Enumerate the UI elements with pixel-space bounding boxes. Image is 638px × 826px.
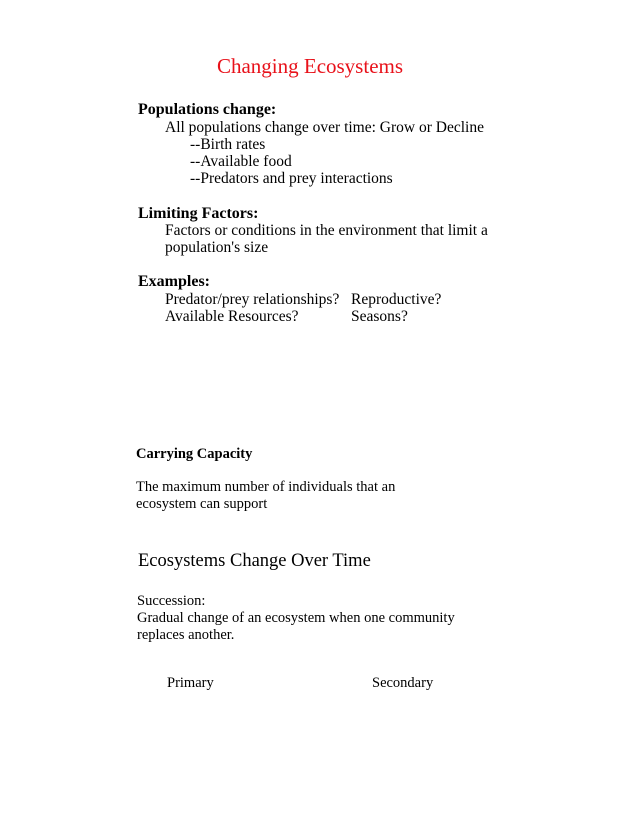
populations-line: All populations change over time: Grow or Decline: [165, 119, 484, 136]
succession-definition-line-1: Gradual change of an ecosystem when one community: [137, 610, 455, 626]
carrying-capacity-line-1: The maximum number of individuals that an: [136, 479, 396, 495]
populations-item-birth-rates: --Birth rates: [190, 136, 266, 153]
succession-type-secondary: Secondary: [372, 675, 434, 691]
example-reproductive: Reproductive?: [351, 291, 442, 308]
carrying-capacity-line-2: ecosystem can support: [136, 496, 268, 512]
example-seasons: Seasons?: [351, 308, 408, 325]
succession-definition-line-2: replaces another.: [137, 627, 235, 643]
populations-item-predators-prey: --Predators and prey interactions: [190, 170, 393, 187]
example-predator-prey: Predator/prey relationships?: [165, 291, 340, 308]
succession-type-primary: Primary: [167, 675, 214, 691]
populations-item-available-food: --Available food: [190, 153, 292, 170]
limiting-factors-line-1: Factors or conditions in the environment that limit a: [165, 222, 488, 239]
carrying-capacity-heading: Carrying Capacity: [136, 446, 253, 462]
succession-label: Succession:: [137, 593, 206, 609]
example-available-resources: Available Resources?: [165, 308, 299, 325]
ecosystems-change-heading: Ecosystems Change Over Time: [138, 551, 371, 571]
populations-heading: Populations change:: [138, 101, 277, 118]
page-title: Changing Ecosystems: [216, 54, 404, 78]
limiting-factors-heading: Limiting Factors:: [138, 205, 259, 222]
limiting-factors-line-2: population's size: [165, 239, 269, 256]
examples-heading: Examples:: [138, 273, 210, 290]
